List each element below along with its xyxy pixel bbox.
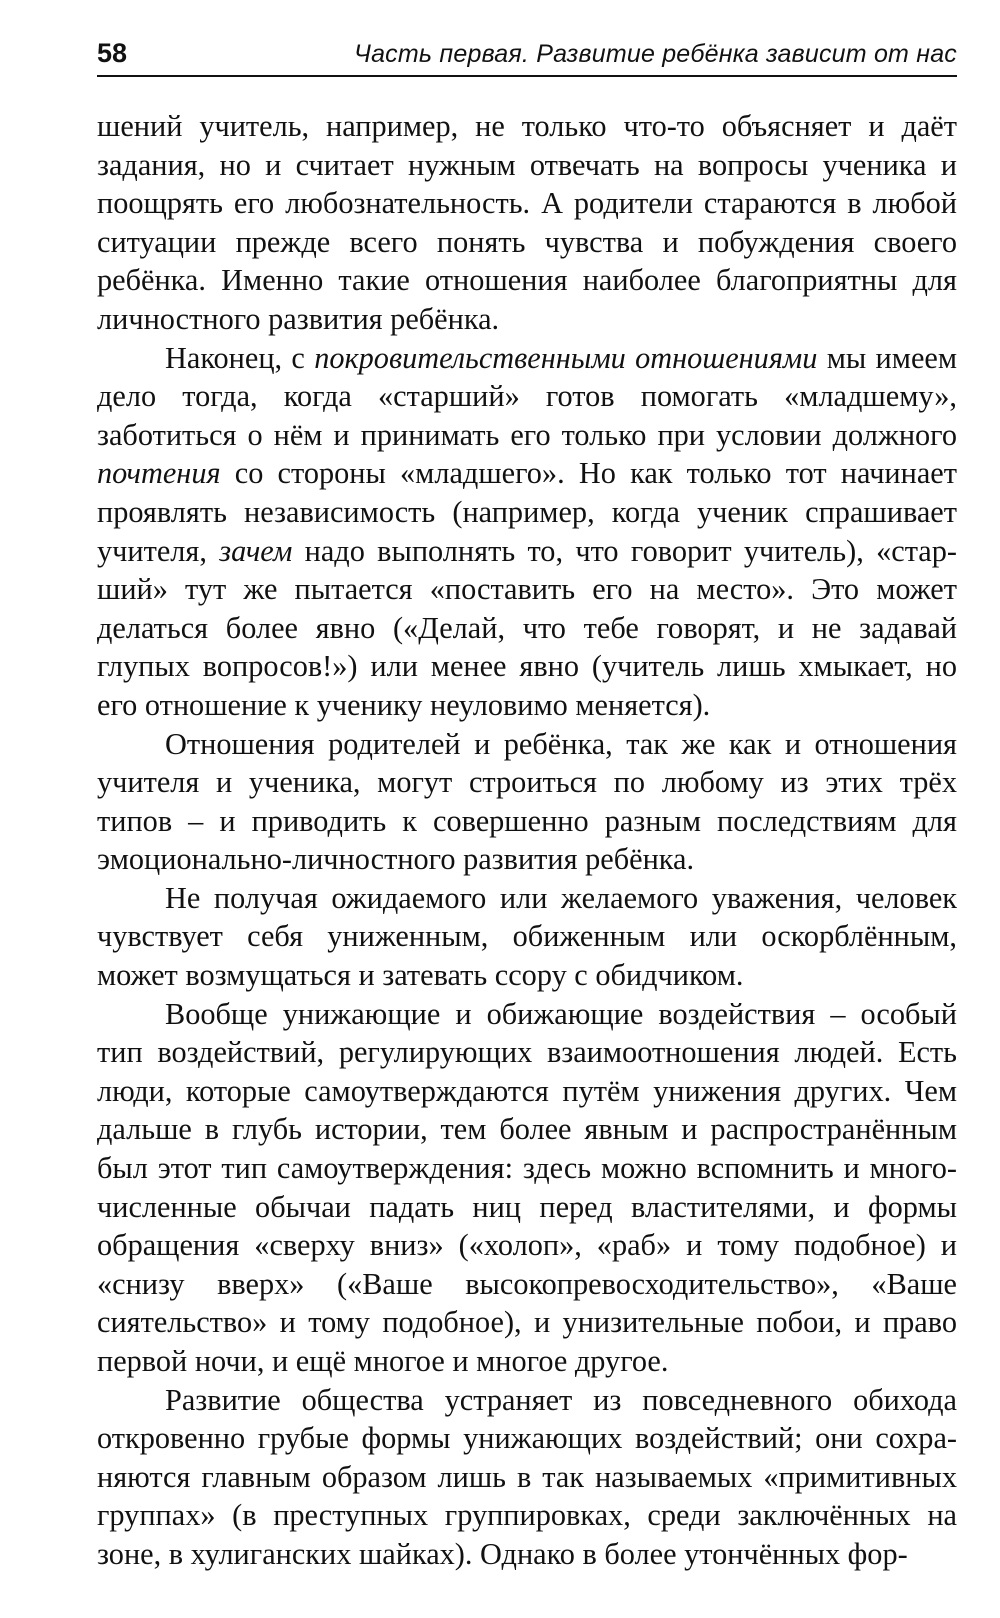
paragraph [97, 995, 957, 1381]
text-run: мы имеем дело тогда, когда «старший» готов помогать «младшему», заботиться о нём и принимать его только при условии должного [97, 340, 958, 452]
paragraph [97, 1381, 957, 1574]
paragraph [97, 879, 957, 995]
italic-text: покровительственными отношениями [314, 340, 818, 375]
text-run: надо выполнять то, что говорит учитель), «старший» тут же пытается «поставить его на место». Это может делаться более явно («Делай, что тебе говорят, и не задавай глупых вопросов!») или менее явно (учитель лишь хмыкает, но его отношение к ученику неуловимо меняется). [97, 533, 957, 722]
italic-text: зачем [219, 533, 293, 568]
text-run: Наконец, с [165, 340, 315, 375]
running-header [97, 38, 957, 77]
text-run: Развитие общества устраняет из повседневного обихода откровенно грубые формы унижающих воздействий; они сохраняются главным образом лишь в так называемых «примитивных группах» (в преступных группировках, среди заключённых на зоне, в хулиганских шайках). Однако в более утончённых фор- [97, 1382, 957, 1571]
text-run: со стороны «младшего». Но как только тот начинает проявлять независимость (например, когда ученик спрашивает учителя, [97, 456, 957, 568]
text-run: Не получая ожидаемого или желаемого уважения, человек чувствует себя униженным, обиженным или оскорблённым, может возмущаться и затевать ссору с обидчиком. [97, 880, 957, 993]
italic-text: почтения [97, 456, 221, 491]
text-run: Отношения родителей и ребёнка, так же как и отношения учителя и ученика, могут строиться по любому из этих трёх типов – и приводить к совершенно разным последствиям для эмоционально-личностного развития ребёнка. [97, 726, 957, 877]
text-run: шений учитель, например, не только что-то объясняет и даёт задания, но и считает нужным отвечать на вопросы ученика и поощрять его любознательность. А родители стараются в любой ситуации прежде всего понять чувства и побуждения своего ребёнка. Именно такие отношения наиболее благоприятны для личностного развития ребёнка. [97, 109, 957, 336]
paragraph [97, 725, 957, 879]
paragraph [97, 107, 957, 339]
paragraph [97, 339, 957, 725]
page-number: 58 [97, 38, 128, 68]
book-page [97, 38, 957, 1574]
running-header-title: Часть первая. Развитие ребёнка зависит от нас [354, 40, 957, 68]
body-text [97, 107, 957, 1574]
text-run: Вообще унижающие и обижающие воздействия – особый тип воздействий, регулирующих взаимоотношения людей. Есть люди, которые самоутверждаются путём унижения других. Чем дальше в глубь истории, тем более явным и распространённым был этот тип самоутверждения: здесь можно вспомнить и многочисленные обычаи падать ниц перед властителями, и формы обращения «сверху вниз» («холоп», «раб» и тому подобное) и «снизу вверх» («Ваше высокопревосходительство», «Ваше сиятельство» и тому подобное), и унизительные побои, и право первой ночи, и ещё многое и многое другое. [97, 996, 957, 1378]
